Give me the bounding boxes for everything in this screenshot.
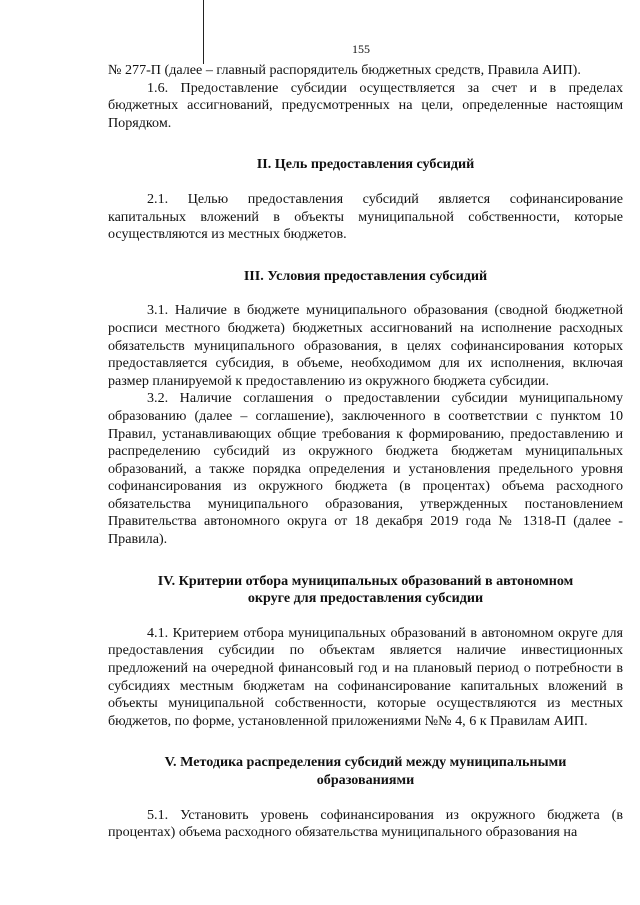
continued-paragraph: № 277-П (далее – главный распорядитель бюджетных средств, Правила АИП).: [108, 62, 581, 78]
paragraph-1-6: 1.6. Предоставление субсидии осуществляется за счет и в пределах бюджетных ассигнований, предусмотренных на цели, определенные настоящим Порядком.: [108, 79, 623, 131]
margin-line: [203, 0, 204, 64]
section-5-heading-line-2: образованиями: [316, 772, 415, 788]
section-4-heading-line-2: округе для предоставления субсидии: [247, 590, 484, 607]
paragraph-2-1: 2.1. Целью предоставления субсидий является софинансирование капитальных вложений в объекты муниципальной собственности, которые осуществляются из местных бюджетов.: [108, 190, 623, 243]
section-5-heading: [108, 754, 623, 789]
paragraph-5-1: 5.1. Установить уровень софинансирования из окружного бюджета (в процентах) объема расходного обязательства муниципального образования на: [108, 806, 623, 841]
section-3-heading: III. Условия предоставления субсидий: [243, 267, 488, 284]
paragraph-3-2: 3.2. Наличие соглашения о предоставлении субсидии муниципальному образованию (далее – соглашение), заключенного в соответствии с пунктом 10 Правил, устанавливающих общие требования к формированию, предоставлению и распределению субсидий из окружного бюджета бюджетам муниципальных образований, а также порядка определения и установления предельного уровня софинансирования из окружного бюджета (в процентах) объема расходного обязательства муниципального образования, утвержденных постановлением Правительства автономного округа от 18 декабря 2019 года № 1318-П (далее - Правила).: [108, 390, 623, 548]
paragraph-4-1: 4.1. Критерием отбора муниципальных образований в автономном округе для предоставления субсидии по объектам является наличие инвестиционных предложений на очередной финансовый год и на плановый период о потребности в субсидиях местным бюджетам на софинансирование капитальных вложений в объекты муниципальной собственности, которые осуществляются из местных бюджетов, по форме, установленной приложениями №№ 4, 6 к Правилам АИП.: [108, 624, 623, 729]
section-5-heading-line-1: V. Методика распределения субсидий между муниципальными: [164, 754, 567, 771]
paragraph-3-1: 3.1. Наличие в бюджете муниципального образования (сводной бюджетной росписи местного бюджета) бюджетных ассигнований на исполнение расходных обязательств муниципального образования, в целях софинансирования которых предоставляется субсидия, в объеме, необходимом для их исполнения, включая размер планируемой к предоставлению из окружного бюджета субсидии.: [108, 302, 623, 389]
document-body: [108, 62, 623, 842]
section-2-heading: II. Цель предоставления субсидий: [256, 156, 475, 173]
section-4-heading-line-1: IV. Критерии отбора муниципальных образований в автономном: [157, 572, 574, 589]
page-number: 155: [352, 42, 370, 56]
section-4-heading: [108, 573, 623, 608]
